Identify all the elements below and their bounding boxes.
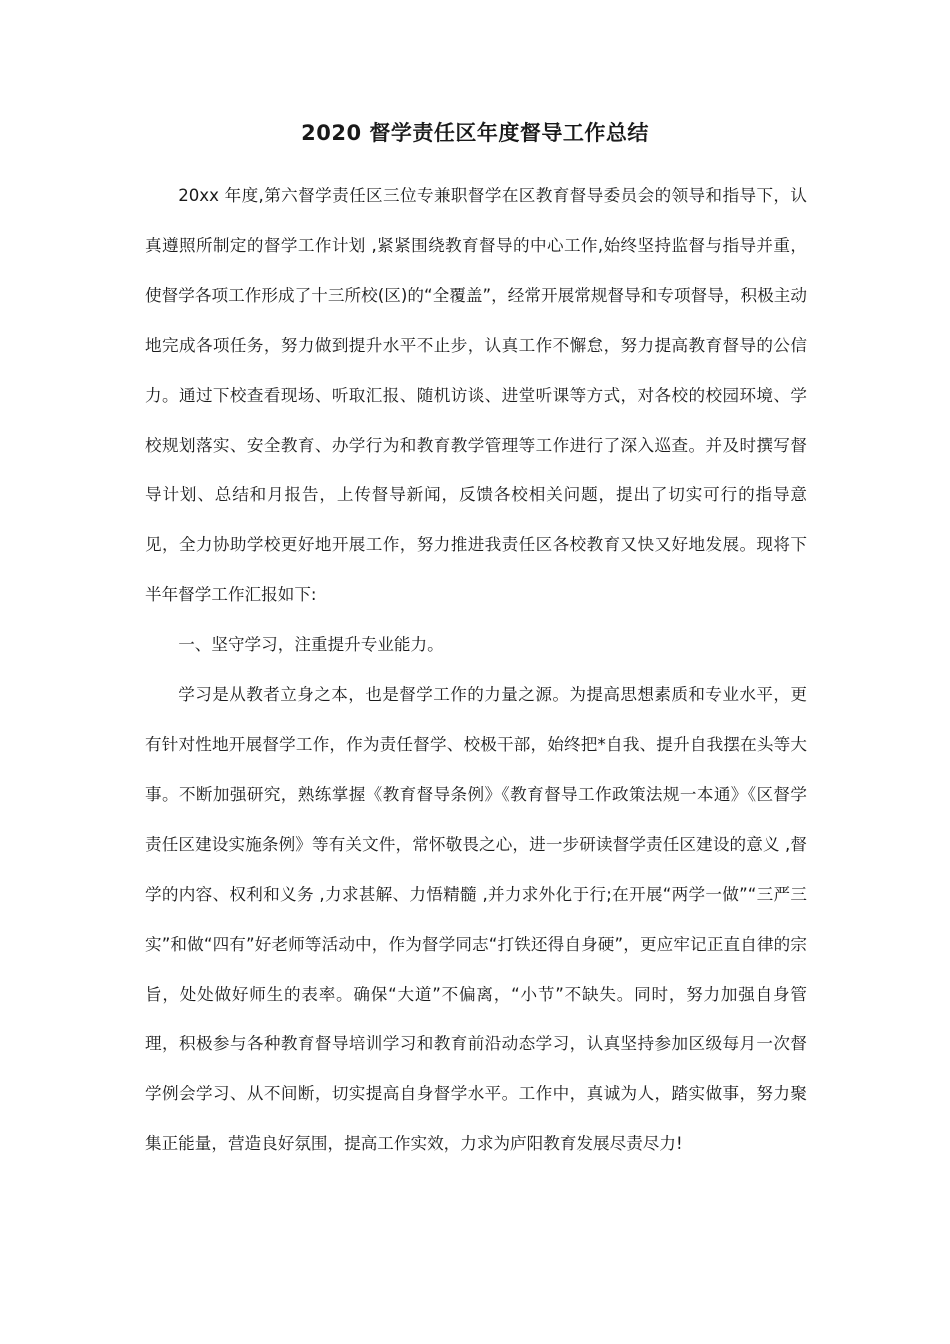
document-body <box>145 171 807 1169</box>
document-title: 2020 督学责任区年度督导工作总结 <box>301 121 649 145</box>
paragraph-study: 学习是从教者立身之本，也是督学工作的力量之源。为提高思想素质和专业水平，更有针对性地开展督学工作，作为责任督学、校极干部，始终把*自我、提升自我摆在头等大事。不断加强研究，熟练掌握《教育督导条例》《教育督导工作政策法规一本通》《区督学责任区建设实施条例》等有关文件，常怀敬畏之心，进一步研读督学责任区建设的意义 ,督学的内容、权利和义务 ,力求甚解、力悟精髓 ,并力求外化于行;在开展“两学一做”“三严三实”和做“四有”好老师等活动中，作为督学同志“打铁还得自身硬”，更应牢记正直自律的宗旨，处处做好师生的表率。确保“大道”不偏离，“小节”不缺失。同时，努力加强自身管理，积极参与各种教育督导培训学习和教育前沿动态学习，认真坚持参加区级每月一次督学例会学习、从不间断，切实提高自身督学水平。工作中，真诚为人，踏实做事，努力聚集正能量，营造良好氛围，提高工作实效，力求为庐阳教育发展尽责尽力! <box>145 685 807 1154</box>
section-heading-1: 一、坚守学习，注重提升专业能力。 <box>178 635 444 655</box>
paragraph-intro: 20xx 年度,第六督学责任区三位专兼职督学在区教育督导委员会的领导和指导下，认真遵照所制定的督学工作计划 ,紧紧围绕教育督导的中心工作,始终坚持监督与指导并重，使督学各项工作形成了十三所校(区)的“全覆盖”，经常开展常规督导和专项督导，积极主动地完成各项任务，努力做到提升水平不止步，认真工作不懈怠，努力提高教育督导的公信力。通过下校查看现场、听取汇报、随机访谈、进堂听课等方式，对各校的校园环境、学校规划落实、安全教育、办学行为和教育教学管理等工作进行了深入巡查。并及时撰写督导计划、总结和月报告，上传督导新闻，反馈各校相关问题，提出了切实可行的指导意见，全力协助学校更好地开展工作，努力推进我责任区各校教育又快又好地发展。现将下半年督学工作汇报如下: <box>145 186 807 605</box>
